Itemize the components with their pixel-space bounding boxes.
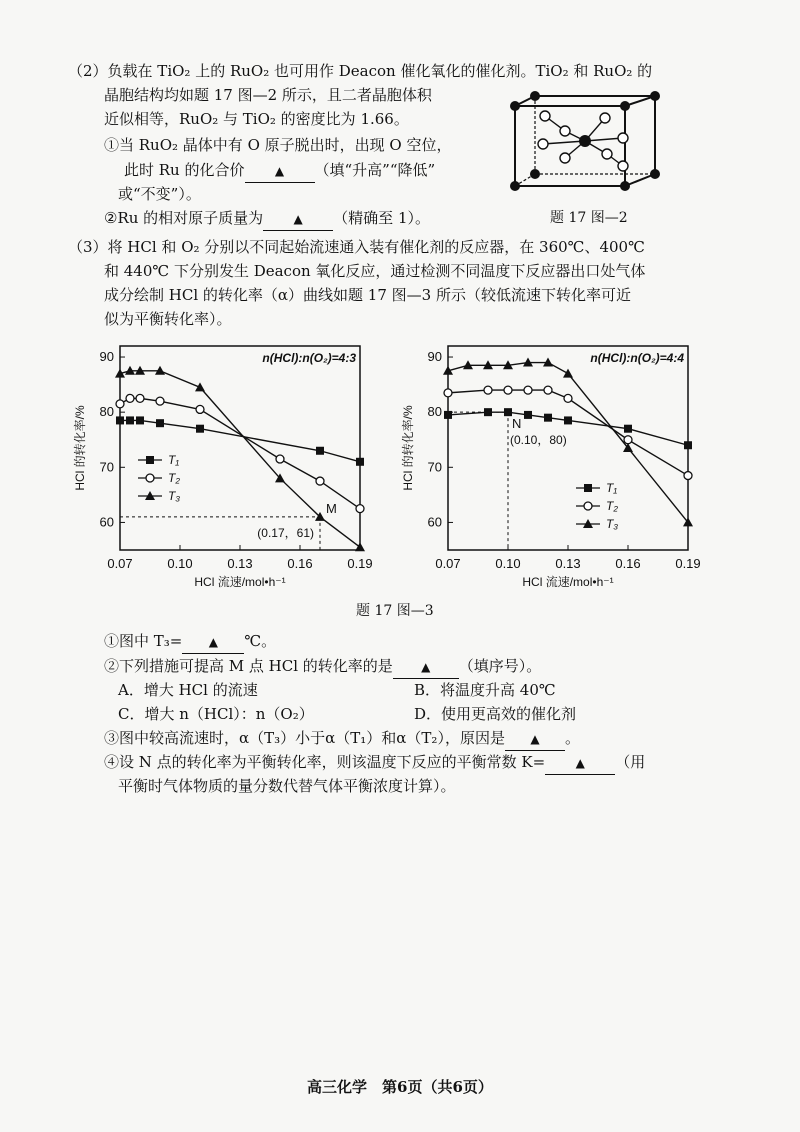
data-point-1 (136, 416, 144, 424)
x-tick-label: 0.16 (615, 556, 641, 571)
part2-q2: ②Ru 的相对原子质量为 ▲ （精确至 1）。 (104, 207, 430, 231)
x-axis-label: HCl 流速/mol•h⁻¹ (522, 575, 614, 588)
data-point-1 (544, 414, 552, 422)
fig2-caption: 题 17 图—2 (550, 210, 628, 226)
annotation-coord: (0.10，80) (510, 433, 567, 448)
series-line-3 (448, 363, 688, 523)
question-4: ④设 N 点的转化率为平衡转化率，则该温度下反应的平衡常数 K= ▲ （用 (104, 751, 645, 775)
data-point-2 (126, 394, 134, 402)
part3-line1: （3）将 HCl 和 O₂ 分别以不同起始流速通入装有催化剂的反应器，在 360℃、400℃ (68, 238, 645, 256)
legend-label: T₃ (168, 489, 181, 503)
question-1: ①图中 T₃= ▲ ℃。 (104, 630, 276, 654)
x-axis-label: HCl 流速/mol•h⁻¹ (194, 575, 286, 588)
legend-label: T₂ (606, 499, 618, 513)
part3-line3: 成分绘制 HCl 的转化率（α）曲线如题 17 图—3 所示（较低流速下转化率可近 (104, 286, 631, 304)
part2-q1b: 此时 Ru 的化合价 ▲ （填“升高”“降低” (124, 159, 435, 183)
answer-blank-measures[interactable]: ▲ (393, 655, 459, 679)
data-point-2 (504, 386, 512, 394)
y-axis-label: HCl 的转化率/% (73, 405, 87, 491)
data-point-2 (156, 397, 164, 405)
y-tick-label: 70 (99, 459, 114, 475)
legend-label: T₂ (168, 471, 180, 485)
data-point-2 (564, 394, 572, 402)
option-b[interactable]: B．将温度升高 40℃ (414, 681, 556, 699)
y-tick-label: 60 (427, 514, 442, 530)
part2-q1c: 或“不变”）。 (118, 185, 201, 203)
answer-blank-mass[interactable]: ▲ (263, 207, 333, 231)
data-point-2 (316, 477, 324, 485)
data-point-1 (624, 425, 632, 433)
y-tick-label: 90 (99, 349, 114, 365)
x-tick-label: 0.07 (107, 556, 133, 571)
data-point-1 (684, 441, 692, 449)
annotation-label: M (326, 500, 337, 516)
data-point-1 (156, 419, 164, 427)
crystal-cell-figure (505, 86, 675, 202)
data-point-1 (504, 408, 512, 416)
data-point-1 (356, 458, 364, 466)
data-point-2 (444, 389, 452, 397)
x-tick-label: 0.10 (167, 556, 193, 571)
data-point-1 (484, 408, 492, 416)
x-tick-label: 0.13 (227, 556, 253, 571)
data-point-2 (276, 455, 284, 463)
x-tick-label: 0.19 (675, 556, 701, 571)
chart-title: n(HCl):n(O₂)=4:4 (590, 351, 684, 365)
data-point-1 (316, 447, 324, 455)
part2-line2: 晶胞结构均如题 17 图—2 所示，且二者晶胞体积 (104, 86, 432, 104)
data-point-2 (624, 436, 632, 444)
data-point-3 (355, 542, 365, 551)
option-a[interactable]: A．增大 HCl 的流速 (118, 681, 258, 699)
question-3: ③图中较高流速时，α（T₃）小于α（T₁）和α（T₂），原因是 ▲ 。 (104, 727, 580, 751)
data-point-2 (196, 405, 204, 413)
chart-ratio-4-4 (398, 338, 708, 588)
data-point-1 (564, 416, 572, 424)
question-4-note: 平衡时气体物质的量分数代替气体平衡浓度计算）。 (118, 777, 456, 795)
legend-label: T₁ (606, 481, 618, 495)
data-point-1 (524, 411, 532, 419)
data-point-2 (684, 472, 692, 480)
data-point-3 (563, 369, 573, 378)
legend-marker (584, 502, 592, 510)
legend-marker (146, 456, 154, 464)
part2-q1a: ①当 RuO₂ 晶体中有 O 原子脱出时，出现 O 空位， (104, 136, 452, 154)
data-point-2 (524, 386, 532, 394)
x-tick-label: 0.07 (435, 556, 461, 571)
part3-line2: 和 440℃ 下分别发生 Deacon 氧化反应，通过检测不同温度下反应器出口处气体 (104, 262, 646, 280)
x-tick-label: 0.13 (555, 556, 581, 571)
data-point-1 (126, 416, 134, 424)
y-axis-label: HCl 的转化率/% (401, 405, 415, 491)
option-d[interactable]: D．使用更高效的催化剂 (414, 705, 577, 723)
data-point-2 (356, 505, 364, 513)
data-point-2 (544, 386, 552, 394)
answer-blank-t3[interactable]: ▲ (182, 630, 244, 654)
data-point-2 (484, 386, 492, 394)
data-point-1 (116, 416, 124, 424)
data-point-3 (195, 382, 205, 391)
y-tick-label: 70 (427, 459, 442, 475)
x-tick-label: 0.19 (347, 556, 373, 571)
data-point-1 (444, 411, 452, 419)
chart-title: n(HCl):n(O₂)=4:3 (262, 351, 356, 365)
data-point-2 (136, 394, 144, 402)
fig3-caption: 题 17 图—3 (356, 603, 434, 619)
legend-marker (584, 484, 592, 492)
page-footer: 高三化学 第6页（共6页） (307, 1078, 493, 1096)
annotation-label: N (512, 416, 522, 432)
legend-label: T₁ (168, 453, 180, 467)
data-point-2 (116, 400, 124, 408)
answer-blank-valence[interactable]: ▲ (245, 159, 315, 183)
chart-ratio-4-3 (70, 338, 380, 588)
y-tick-label: 60 (99, 514, 114, 530)
question-2: ②下列措施可提高 M 点 HCl 的转化率的是 ▲ （填序号）。 (104, 655, 541, 679)
part3-line4: 似为平衡转化率）。 (104, 310, 232, 328)
legend-marker (146, 474, 154, 482)
x-tick-label: 0.10 (495, 556, 521, 571)
option-c[interactable]: C．增大 n（HCl）：n（O₂） (118, 705, 314, 723)
part2-line1: （2）负载在 TiO₂ 上的 RuO₂ 也可用作 Deacon 催化氧化的催化剂。TiO₂ 和 RuO₂ 的 (68, 62, 653, 80)
y-tick-label: 90 (427, 349, 442, 365)
answer-blank-reason[interactable]: ▲ (505, 727, 565, 751)
answer-blank-k[interactable]: ▲ (545, 751, 615, 775)
x-tick-label: 0.16 (287, 556, 313, 571)
y-tick-label: 80 (427, 404, 442, 420)
data-point-1 (196, 425, 204, 433)
y-tick-label: 80 (99, 404, 114, 420)
part2-line3: 近似相等，RuO₂ 与 TiO₂ 的密度比为 1.66。 (104, 110, 409, 128)
annotation-coord: (0.17，61) (257, 525, 314, 540)
legend-label: T₃ (606, 517, 619, 531)
